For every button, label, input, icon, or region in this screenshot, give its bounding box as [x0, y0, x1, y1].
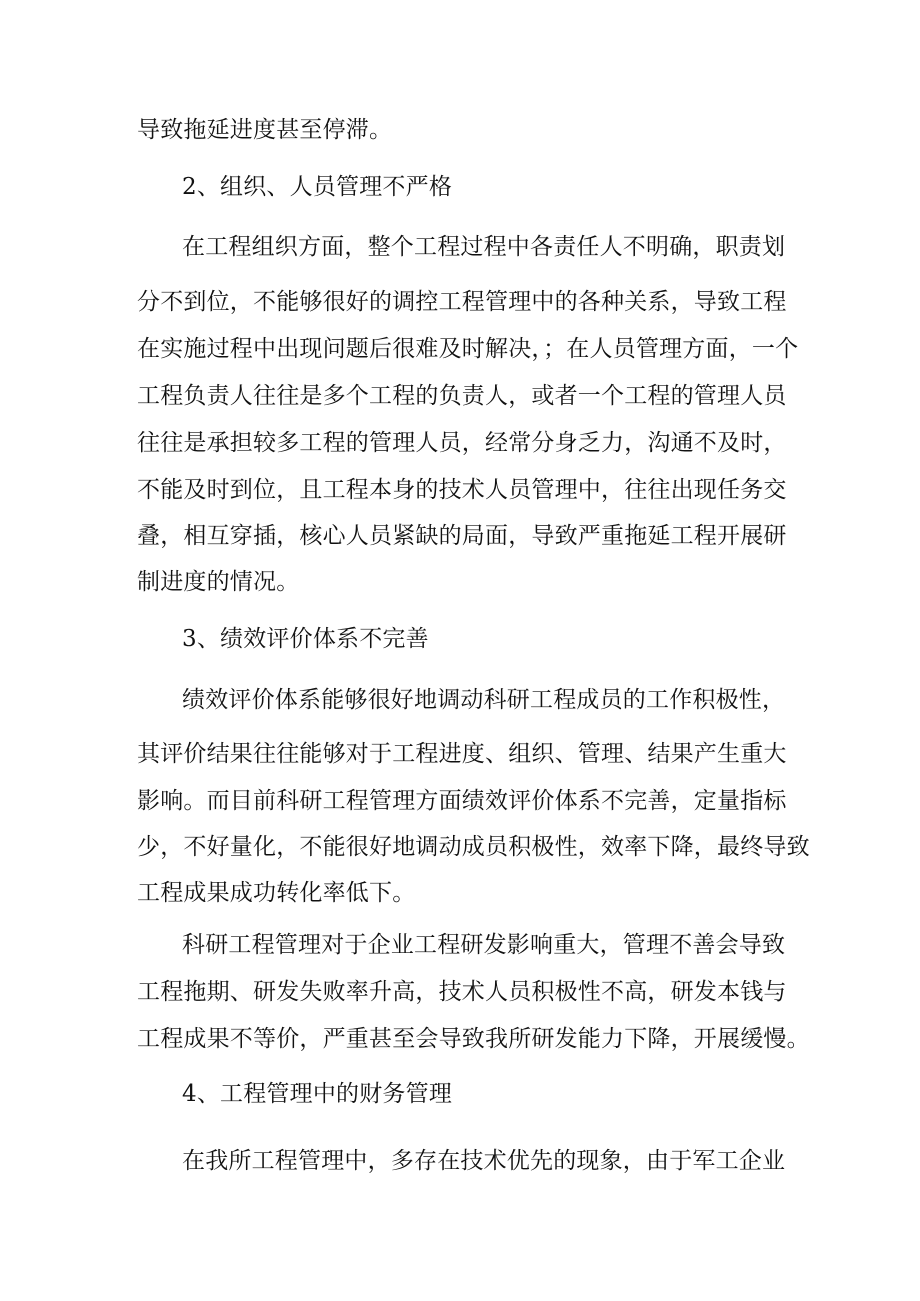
section-heading-3: 3、绩效评价体系不完善 — [182, 626, 429, 652]
paragraph-line: 分不到位，不能够很好的调控工程管理中的各种关系，导致工程 — [137, 289, 787, 315]
paragraph-line: 工程拖期、研发失败率升高，技术人员积极性不高，研发本钱与 — [137, 979, 787, 1005]
paragraph-line: 影响。而目前科研工程管理方面绩效评价体系不完善，定量指标 — [137, 788, 787, 814]
section-heading-2: 2、组织、人员管理不严格 — [182, 174, 453, 200]
paragraph-line: 工程负责人往往是多个工程的负责人，或者一个工程的管理人员 — [137, 383, 787, 409]
paragraph-line: 其评价结果往往能够对于工程进度、组织、管理、结果产生重大 — [137, 741, 787, 767]
paragraph-line: 在工程组织方面，整个工程过程中各责任人不明确，职责划 — [182, 234, 786, 260]
paragraph-line: 不能及时到位，且工程本身的技术人员管理中，往往出现任务交 — [137, 477, 787, 503]
paragraph-line: 在我所工程管理中，多存在技术优先的现象，由于军工企业 — [182, 1148, 786, 1174]
paragraph-line: 少，不好量化，不能很好地调动成员积极性，效率下降，最终导致 — [137, 834, 810, 860]
section-heading-4: 4、工程管理中的财务管理 — [182, 1081, 453, 1107]
paragraph-line: 在实施过程中出现问题后很难及时解决，；在人员管理方面，一个 — [137, 336, 799, 362]
paragraph-line: 导致拖延进度甚至停滞。 — [137, 117, 393, 143]
paragraph-line: 绩效评价体系能够很好地调动科研工程成员的工作积极性， — [182, 687, 786, 713]
paragraph-line: 科研工程管理对于企业工程研发影响重大，管理不善会导致 — [182, 932, 786, 958]
paragraph-line: 叠，相互穿插，核心人员紧缺的局面，导致严重拖延工程开展研 — [137, 523, 787, 549]
paragraph-line: 工程成果成功转化率低下。 — [137, 880, 416, 906]
paragraph-line: 往往是承担较多工程的管理人员，经常分身乏力，沟通不及时， — [137, 430, 787, 456]
paragraph-line: 制进度的情况。 — [137, 569, 300, 595]
paragraph-line: 工程成果不等价，严重甚至会导致我所研发能力下降，开展缓慢。 — [137, 1026, 810, 1052]
